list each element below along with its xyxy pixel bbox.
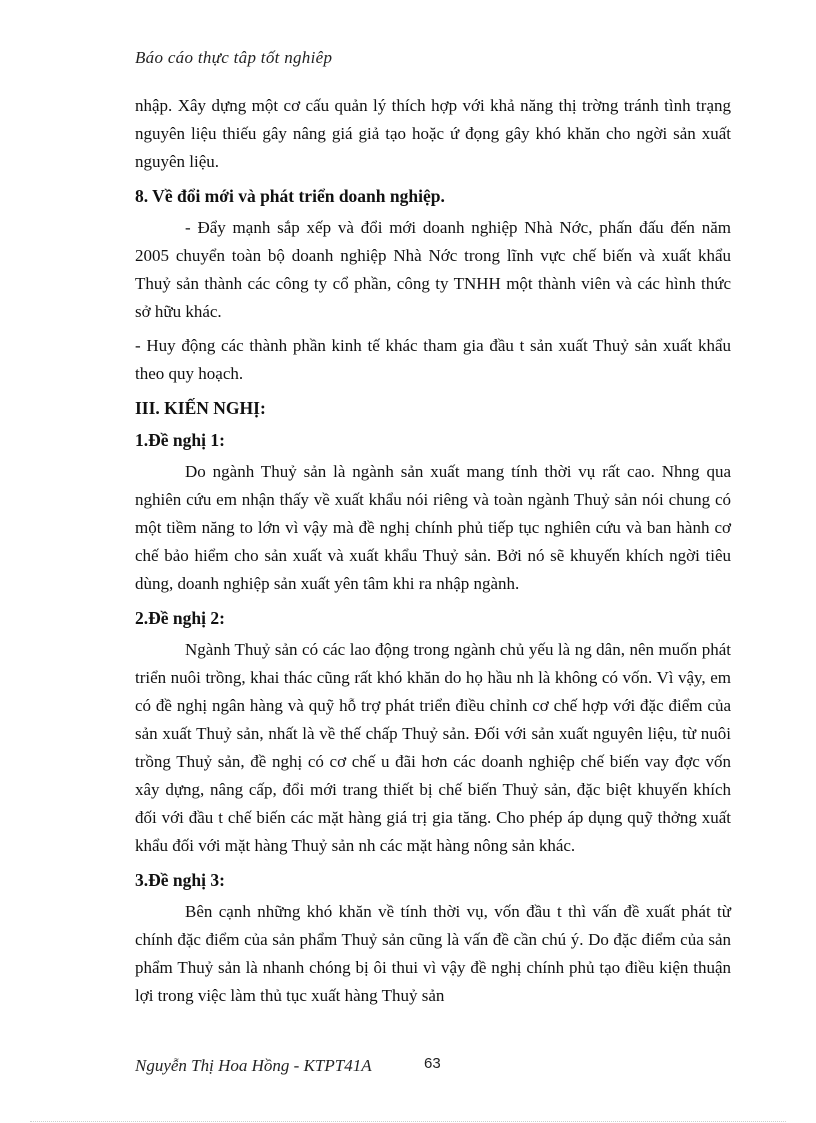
page-bottom-divider: [30, 1121, 786, 1122]
subsection-heading: 1.Đề nghị 1:: [135, 430, 225, 450]
document-body: [135, 92, 731, 1016]
page-number: 63: [424, 1055, 441, 1072]
paragraph: nhập. Xây dựng một cơ cấu quản lý thích hợp với khả năng thị trờng tránh tình trạng nguyên liệu thiếu gây nâng giá giả tạo hoặc ứ đọng gây khó khăn cho ngời sản xuất nguyên liệu.: [135, 96, 731, 171]
subsection-heading: 3.Đề nghị 3:: [135, 870, 225, 890]
section-heading: 8. Về đổi mới và phát triển doanh nghiệp.: [135, 186, 445, 206]
paragraph: Do ngành Thuỷ sản là ngành sản xuất mang tính thời vụ rất cao. Nhng qua nghiên cứu em nhận thấy về xuất khẩu nói riêng và toàn ngành Thuỷ sản nói chung có một tiềm năng to lớn vì vậy mà đề nghị chính phủ tiếp tục nghiên cứu và ban hành cơ chế bảo hiểm cho sản xuất và xuất khẩu Thuỷ sản. Bởi nó sẽ khuyến khích ngời tiêu dùng, doanh nghiệp sản xuất yên tâm khi ra nhập ngành.: [135, 462, 731, 593]
paragraph: Bên cạnh những khó khăn về tính thời vụ, vốn đầu t thì vấn đề xuất phát từ chính đặc điểm của sản phẩm Thuỷ sản cũng là vấn đề cần chú ý. Do đặc điểm của sản phẩm Thuỷ sản là nhanh chóng bị ôi thui vì vậy đề nghị chính phủ tạo điều kiện thuận lợi trong việc làm thủ tục xuất hàng Thuỷ sản: [135, 902, 731, 1005]
running-footer: Nguyễn Thị Hoa Hồng - KTPT41A: [135, 1056, 372, 1075]
paragraph: - Huy động các thành phần kinh tế khác tham gia đầu t sản xuất Thuỷ sản xuất khẩu theo quy hoạch.: [135, 336, 731, 383]
section-heading: III. KIẾN NGHỊ:: [135, 398, 266, 418]
paragraph: Ngành Thuỷ sản có các lao động trong ngành chủ yếu là ng dân, nên muốn phát triển nuôi trồng, khai thác cũng rất khó khăn do họ hầu nh là không có vốn. Vì vậy, em có đề nghị ngân hàng và quỹ hỗ trợ phát triển điều chỉnh cơ chế hợp với đặc điểm của sản xuất Thuỷ sản, nhất là về thế chấp Thuỷ sản. Đối với sản xuất nguyên liệu, từ nuôi trồng Thuỷ sản, đề nghị có cơ chế u đãi hơn các doanh nghiệp chế biến vay đợc vốn xây dựng, nâng cấp, đổi mới trang thiết bị chế biến Thuỷ sản, đặc biệt khuyến khích đối với đầu t chế biến các mặt hàng giá trị gia tăng. Cho phép áp dụng quỹ thởng xuất khẩu đối với mặt hàng Thuỷ sản nh các mặt hàng nông sản khác.: [135, 640, 731, 855]
running-header: Báo cáo thực tâp tốt nghiêp: [135, 48, 333, 67]
paragraph: - Đẩy mạnh sắp xếp và đổi mới doanh nghiệp Nhà Nớc, phấn đấu đến năm 2005 chuyển toàn bộ doanh nghiệp Nhà Nớc trong lĩnh vực chế biến và xuất khẩu Thuỷ sản thành các công ty cổ phần, công ty TNHH một thành viên và các hình thức sở hữu khác.: [135, 218, 731, 321]
subsection-heading: 2.Đề nghị 2:: [135, 608, 225, 628]
